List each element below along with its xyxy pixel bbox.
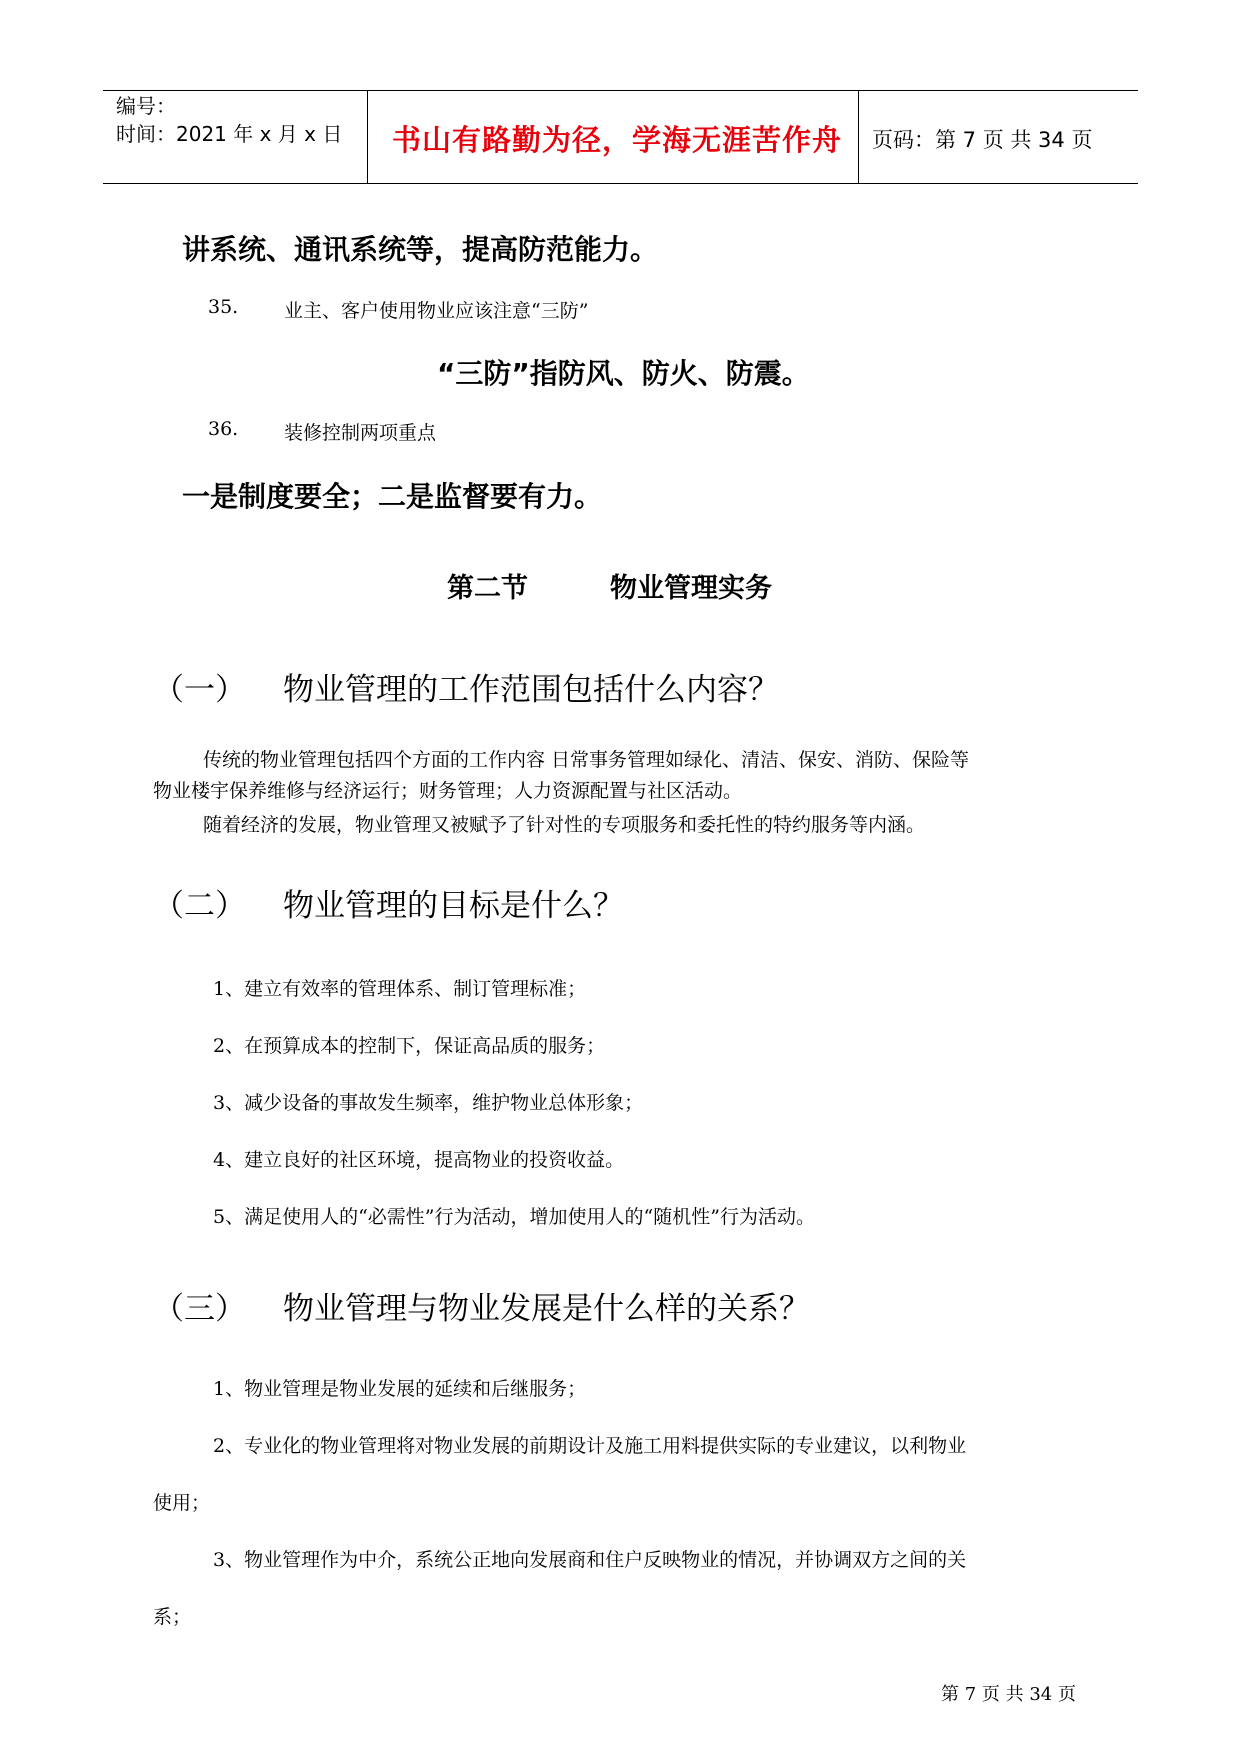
q2-number: （二） xyxy=(153,888,246,924)
q3-item-3b: 系； xyxy=(153,1606,192,1628)
item-35-number: 35. xyxy=(208,296,239,318)
q2-item-1: 1、建立有效率的管理体系、制订管理标准； xyxy=(213,978,587,1000)
time-label: 时间：2021 年 x 月 x 日 xyxy=(116,122,343,146)
item-36-answer: 一是制度要全；二是监督要有力。 xyxy=(182,480,603,513)
continued-line: 讲系统、通讯系统等，提高防范能力。 xyxy=(182,233,659,266)
item-36-text: 装修控制两项重点 xyxy=(284,422,437,444)
header-page-label: 页码：第 7 页 共 34 页 xyxy=(872,128,1093,152)
q1-paragraph-1a: 传统的物业管理包括四个方面的工作内容 日常事务管理如绿化、清洁、保安、消防、保险等 xyxy=(203,749,970,771)
q1-title: 物业管理的工作范围包括什么内容？ xyxy=(283,672,779,708)
header-divider-right xyxy=(858,90,859,183)
header-divider-left xyxy=(367,90,368,183)
header-top-rule xyxy=(103,90,1138,91)
footer-page-number: 第 7 页 共 34 页 xyxy=(941,1684,1076,1705)
item-35-answer: “三防”指防风、防火、防震。 xyxy=(437,357,810,390)
q3-item-1: 1、物业管理是物业发展的延续和后继服务； xyxy=(213,1378,587,1400)
q3-item-2a: 2、专业化的物业管理将对物业发展的前期设计及施工用料提供实际的专业建议，以利物业 xyxy=(213,1435,967,1457)
header-bottom-rule xyxy=(103,183,1138,184)
q3-title: 物业管理与物业发展是什么样的关系？ xyxy=(283,1291,810,1327)
header-motto: 书山有路勤为径，学海无涯苦作舟 xyxy=(392,123,843,157)
item-36-number: 36. xyxy=(208,418,239,440)
q2-item-5: 5、满足使用人的“必需性”行为活动，增加使用人的“随机性”行为活动。 xyxy=(213,1206,815,1228)
q3-item-3a: 3、物业管理作为中介，系统公正地向发展商和住户反映物业的情况，并协调双方之间的关 xyxy=(213,1549,967,1571)
q1-paragraph-1b: 物业楼宇保养维修与经济运行；财务管理；人力资源配置与社区活动。 xyxy=(153,780,743,802)
serial-label: 编号： xyxy=(116,94,176,118)
q1-number: （一） xyxy=(153,672,246,708)
q3-item-2b: 使用； xyxy=(153,1492,211,1514)
q1-paragraph-2: 随着经济的发展，物业管理又被赋予了针对性的专项服务和委托性的特约服务等内涵。 xyxy=(203,814,926,836)
q3-number: （三） xyxy=(153,1291,246,1327)
section-number: 第二节 xyxy=(447,573,528,604)
q2-item-4: 4、建立良好的社区环境，提高物业的投资收益。 xyxy=(213,1149,625,1171)
section-title: 物业管理实务 xyxy=(610,573,772,604)
q2-item-2: 2、在预算成本的控制下，保证高品质的服务； xyxy=(213,1035,606,1057)
q2-item-3: 3、减少设备的事故发生频率，维护物业总体形象； xyxy=(213,1092,644,1114)
q2-title: 物业管理的目标是什么？ xyxy=(283,888,624,924)
item-35-text: 业主、客户使用物业应该注意“三防” xyxy=(284,300,589,322)
